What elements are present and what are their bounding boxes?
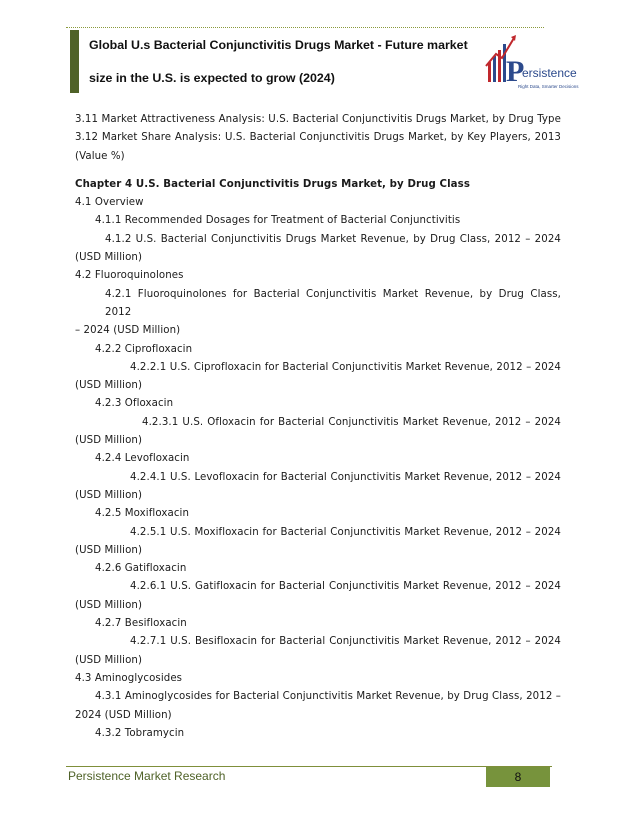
toc-line: 4.2 Fluoroquinolones <box>75 270 184 282</box>
title-line-1: Global U.s Bacterial Conjunctivitis Drugs Market - Future market <box>89 38 468 52</box>
toc-line: 3.12 Market Share Analysis: U.S. Bacterial Conjunctivitis Drugs Market, by Key Players, 2013 <box>75 132 561 144</box>
toc-line: 4.2.7.1 U.S. Besifloxacin for Bacterial Conjunctivitis Market Revenue, 2012 – 2024 <box>130 636 561 648</box>
logo-wordmark: ersistence <box>522 66 577 80</box>
toc-line: 4.2.5 Moxifloxacin <box>95 508 190 520</box>
toc-line: 4.2.1 Fluoroquinolones for Bacterial Conjunctivitis Market Revenue, by Drug Class, 2012 <box>105 288 561 318</box>
table-of-contents <box>75 111 561 743</box>
toc-line: (USD Million) <box>75 435 143 447</box>
toc-line: 4.1.2 U.S. Bacterial Conjunctivitis Drugs Market Revenue, by Drug Class, 2012 – 2024 <box>105 233 561 245</box>
toc-line: 4.1 Overview <box>75 197 144 209</box>
toc-line: 4.2.4.1 U.S. Levofloxacin for Bacterial Conjunctivitis Market Revenue, 2012 – 2024 <box>130 471 561 483</box>
toc-line: 4.2.6 Gatifloxacin <box>95 563 187 575</box>
header-top-rule <box>66 27 544 28</box>
toc-line: (Value %) <box>75 150 125 162</box>
page-title <box>89 29 479 95</box>
toc-line: 2024 (USD Million) <box>75 709 172 721</box>
toc-line: 4.1.1 Recommended Dosages for Treatment of Bacterial Conjunctivitis <box>95 215 461 227</box>
toc-line: 4.3.2 Tobramycin <box>95 727 185 739</box>
chapter-heading: Chapter 4 U.S. Bacterial Conjunctivitis Drugs Market, by Drug Class <box>75 178 470 190</box>
toc-line: 4.3.1 Aminoglycosides for Bacterial Conjunctivitis Market Revenue, by Drug Class, 2012 – <box>95 691 561 703</box>
header-accent-bar <box>70 30 79 93</box>
footer-company: Persistence Market Research <box>68 769 226 783</box>
toc-line: 3.11 Market Attractiveness Analysis: U.S. Bacterial Conjunctivitis Drugs Market, by Drug Type <box>75 114 561 125</box>
toc-line: 4.2.2 Ciprofloxacin <box>95 343 193 355</box>
toc-line: (USD Million) <box>75 489 143 501</box>
footer-rule <box>66 766 552 767</box>
toc-line: (USD Million) <box>75 599 143 611</box>
toc-line: 4.2.3.1 U.S. Ofloxacin for Bacterial Conjunctivitis Market Revenue, 2012 – 2024 <box>142 416 561 428</box>
logo-tagline: Right Data, Smarter Decisions <box>518 84 579 89</box>
toc-line: (USD Million) <box>75 544 143 556</box>
toc-line: 4.2.3 Ofloxacin <box>95 398 174 410</box>
toc-line: 4.2.6.1 U.S. Gatifloxacin for Bacterial Conjunctivitis Market Revenue, 2012 – 2024 <box>130 581 561 593</box>
title-line-2: size in the U.S. is expected to grow (2024) <box>89 71 335 85</box>
toc-line: 4.2.5.1 U.S. Moxifloxacin for Bacterial Conjunctivitis Market Revenue, 2012 – 2024 <box>130 526 561 538</box>
toc-line: (USD Million) <box>75 380 143 392</box>
toc-line: 4.3 Aminoglycosides <box>75 672 183 684</box>
logo-bar-1 <box>488 62 491 82</box>
logo-letter-p: P <box>506 55 525 88</box>
persistence-logo <box>482 32 579 94</box>
page-number: 8 <box>486 767 550 787</box>
toc-line: (USD Million) <box>75 252 143 264</box>
toc-line: 4.2.4 Levofloxacin <box>95 453 190 465</box>
toc-line: – 2024 (USD Million) <box>75 325 181 337</box>
toc-line: (USD Million) <box>75 654 143 666</box>
toc-line: 4.2.2.1 U.S. Ciprofloxacin for Bacterial Conjunctivitis Market Revenue, 2012 – 2024 <box>130 361 561 373</box>
logo-bar-2 <box>493 56 496 82</box>
toc-line: 4.2.7 Besifloxacin <box>95 618 187 630</box>
